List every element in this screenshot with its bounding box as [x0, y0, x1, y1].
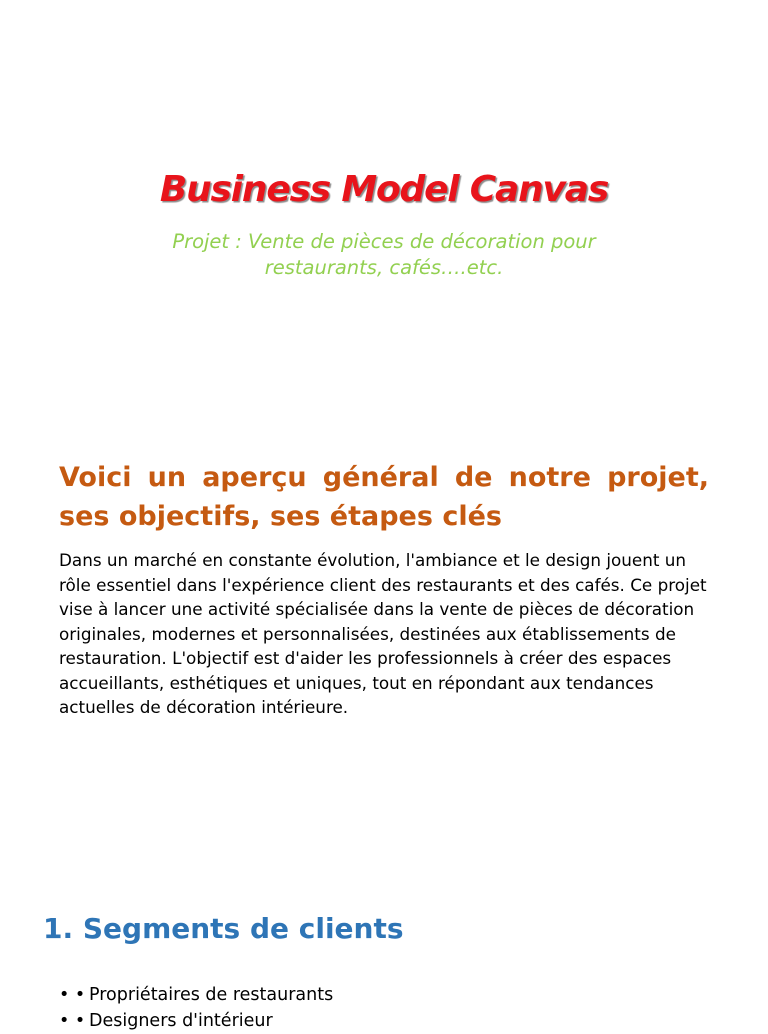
list-item: [59, 982, 333, 1008]
segments-list: [59, 982, 333, 1034]
bullet-icon: • •: [59, 985, 86, 1005]
bullet-icon: • •: [59, 1011, 86, 1031]
segments-heading: 1. Segments de clients: [43, 912, 404, 945]
list-item: [59, 1008, 333, 1034]
overview-heading: Voici un aperçu général de notre projet, ses objectifs, ses étapes clés: [59, 462, 709, 532]
segments-slide: [0, 890, 768, 1031]
list-item-text: Propriétaires de restaurants: [89, 985, 334, 1005]
project-subtitle: Projet : Vente de pièces de décoration pour restaurants, cafés….etc.: [172, 230, 596, 279]
list-item-text: Designers d'intérieur: [89, 1011, 273, 1031]
overview-slide: [0, 440, 768, 760]
overview-body-text: Dans un marché en constante évolution, l'ambiance et le design jouent un rôle essentiel dans l'expérience client des restaurants et des cafés. Ce projet vise à lancer une activité spécialisée dans la vente de pièces de décoration originales, modernes et personnalisées, destinées aux établissements de restauration. L'objectif est d'aider les professionnels à créer des espaces accueillants, esthétiques et uniques, tout en répondant aux tendances actuelles de décoration intérieure.: [59, 550, 707, 717]
title-slide: [0, 0, 768, 420]
main-title: Business Model Canvas: [159, 169, 609, 210]
